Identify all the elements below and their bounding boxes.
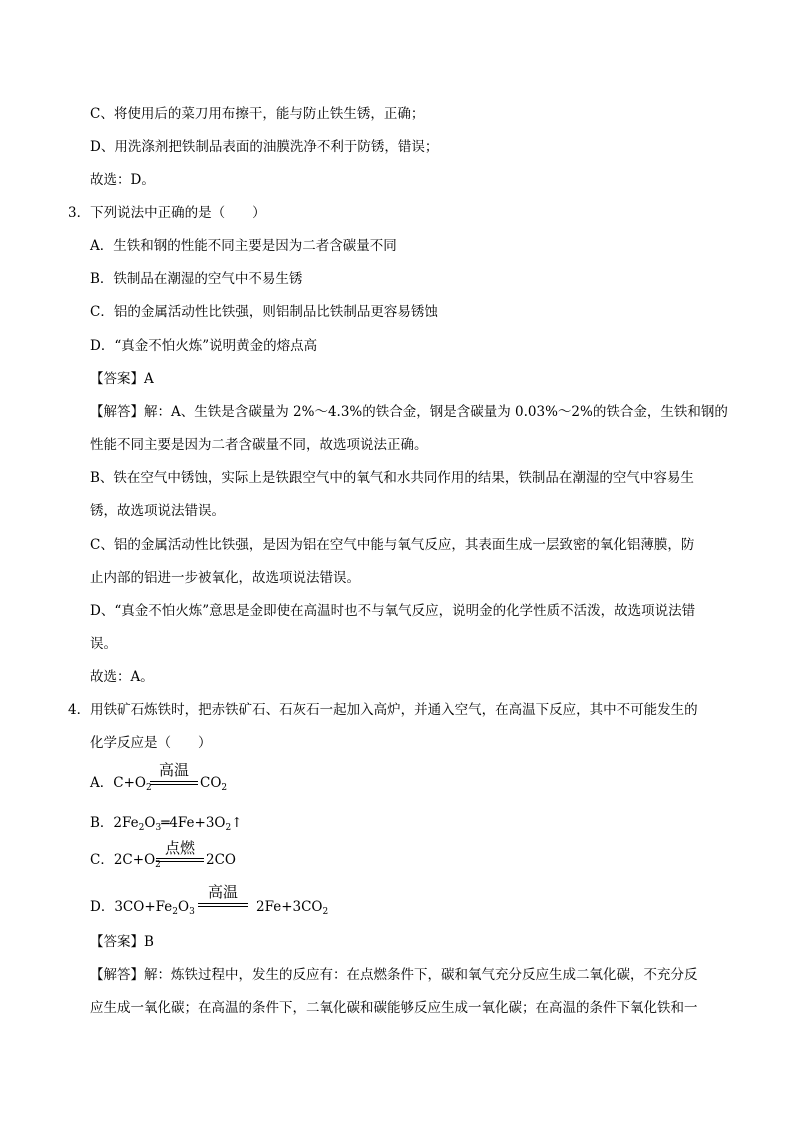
q4-stem-continued: 化学反应是（ ） <box>90 735 212 751</box>
option-label: C． <box>90 852 114 868</box>
q3-analysis-line: D、“真金不怕火炼”意思是金即使在高温时也不与氧气反应，说明金的化学性质不活泼，故选项说法错 <box>90 603 696 619</box>
equation-part: O <box>144 815 156 831</box>
q3-stem: 3．下列说法中正确的是（ ） <box>68 205 266 221</box>
reaction-condition: 点燃 <box>164 839 195 857</box>
equation-right: 2CO <box>206 852 236 868</box>
equation-left: 2C+O <box>113 852 156 868</box>
subscript: 2 <box>322 907 329 917</box>
subscript: 3 <box>189 907 195 917</box>
q4-analysis-line: 【解答】解：炼铁过程中，发生的反应有：在点燃条件下，碳和氧气充分反应生成二氧化碳，不充分反 <box>90 967 698 983</box>
subscript: 2 <box>221 783 228 793</box>
option-label: D． <box>90 899 115 915</box>
subscript: 2 <box>155 860 161 870</box>
q3-analysis-line: 锈，故选项说法错误。 <box>90 503 225 519</box>
prev-option-c-text: C、将使用后的菜刀用布擦干，能与防止铁生锈，正确； <box>90 106 425 122</box>
equation-right: CO <box>200 775 222 791</box>
option-label: B． <box>90 815 114 831</box>
q3-analysis-line: 误。 <box>90 636 117 652</box>
q3-option-b: B．铁制品在潮湿的空气中不易生锈 <box>90 271 303 287</box>
q4-option-b <box>90 813 243 838</box>
q4-analysis-line: 应生成一氧化碳；在高温的条件下，二氧化碳和碳能够反应生成一氧化碳；在高温的条件下氧化铁和一 <box>90 1000 698 1016</box>
subscript: 3 <box>155 823 162 833</box>
subscript: 2 <box>138 823 145 833</box>
q3-answer: 【答案】A <box>90 371 154 387</box>
q4-answer: 【答案】B <box>90 934 154 950</box>
subscript: 2 <box>145 783 152 793</box>
q3-option-a: A．生铁和钢的性能不同主要是因为二者含碳量不同 <box>90 238 397 254</box>
q3-analysis-line: 止内部的铝进一步被氧化，故选项说法错误。 <box>90 570 360 586</box>
subscript: 2 <box>225 823 232 833</box>
equation-part: ═4Fe+3O <box>161 815 226 831</box>
option-label: A． <box>90 775 114 791</box>
prev-option-d-text: D、用洗涤剂把铁制品表面的油膜洗净不利于防锈，错误； <box>90 139 439 155</box>
q4-stem: 4．用铁矿石炼铁时，把赤铁矿石、石灰石一起加入高炉，并通入空气，在高温下反应，其中不可能发生的 <box>68 702 698 718</box>
equation-left: C+O <box>113 775 146 791</box>
equation-left: O <box>177 899 190 915</box>
prev-pick: 故选：D。 <box>90 172 155 188</box>
q3-analysis-line: C、铝的金属活动性比铁强，是因为铝在空气中能与氧气反应，其表面生成一层致密的氧化铝薄膜，防 <box>90 537 695 553</box>
gas-arrow: ↑ <box>231 815 243 831</box>
reaction-condition: 高温 <box>158 761 189 779</box>
equation-equal-sign <box>150 781 198 785</box>
q3-analysis-line: 性能不同主要是因为二者含碳量不同，故选项说法正确。 <box>90 437 428 453</box>
q3-analysis-line: 【解答】解：A、生铁是含碳量为 2%～4.3%的铁合金，钢是含碳量为 0.03%～2%的铁合金，生铁和钢的 <box>90 404 728 420</box>
equation-part: 2Fe <box>113 815 139 831</box>
q3-option-d: D．“真金不怕火炼”说明黄金的熔点高 <box>90 338 318 354</box>
q3-pick: 故选：A。 <box>90 669 154 685</box>
equation-equal-sign <box>198 903 248 907</box>
equation-equal-sign <box>156 858 204 862</box>
q3-option-c: C．铝的金属活动性比铁强，则铝制品比铁制品更容易锈蚀 <box>90 304 438 320</box>
reaction-condition: 高温 <box>207 883 238 901</box>
equation-left: 3CO+Fe <box>114 899 173 915</box>
equation-right: 2Fe+3CO <box>256 899 323 915</box>
q3-analysis-line: B、铁在空气中锈蚀，实际上是铁跟空气中的氧气和水共同作用的结果，铁制品在潮湿的空气中容易生 <box>90 470 694 486</box>
subscript: 2 <box>172 907 178 917</box>
